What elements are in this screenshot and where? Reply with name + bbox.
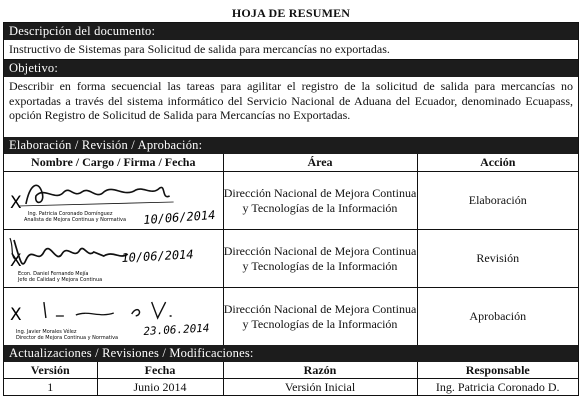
signer-role: Jefe de Calidad y Mejora Continua xyxy=(17,276,103,283)
column-header-version: Versión xyxy=(4,362,97,379)
handwritten-signature-image xyxy=(4,288,223,345)
reason-cell: Versión Inicial xyxy=(223,379,417,396)
objective-section-header: Objetivo: xyxy=(4,60,578,77)
page-title: HOJA DE RESUMEN xyxy=(231,6,351,20)
signature-date: 10/06/2014 xyxy=(121,247,194,265)
column-header-name: Nombre / Cargo / Firma / Fecha xyxy=(4,154,223,172)
signature-cell xyxy=(4,230,223,288)
history-header-row xyxy=(4,362,578,379)
column-header-reason: Razón xyxy=(223,362,417,379)
approvals-header-row xyxy=(4,154,578,172)
column-header-date: Fecha xyxy=(97,362,223,379)
approval-row-aprobacion xyxy=(4,288,578,346)
history-section-header: Actualizaciones / Revisiones / Modificaciones: xyxy=(4,345,578,362)
responsible-cell: Ing. Patricia Coronado D. xyxy=(417,379,578,396)
signature-cell xyxy=(4,172,223,230)
version-cell: 1 xyxy=(4,379,97,396)
signer-role: Analista de Mejora Continua y Normativa xyxy=(23,216,127,223)
objective-text: Describir en forma secuencial las tareas para agilitar el registro de la solicitud de salida para mercancías no exportadas a través del sistema informático del Servicio Nacional de Aduana del Ecuador, denominado Ecuapass, opción Registro de Solicitud de Salida para Mercancías no Exportadas. xyxy=(9,79,573,122)
summary-sheet xyxy=(3,22,579,396)
history-table xyxy=(4,362,578,395)
column-header-area: Área xyxy=(223,154,417,172)
signer-name: Econ. Daniel Fernando Mejía xyxy=(17,270,89,277)
area-cell: Dirección Nacional de Mejora Continua y Tecnologías de la Información xyxy=(223,172,417,230)
action-cell: Elaboración xyxy=(417,172,578,230)
signer-name: Ing. Javier Morales Vélez xyxy=(15,328,77,335)
handwritten-signature-image xyxy=(4,230,223,287)
date-cell: Junio 2014 xyxy=(97,379,223,396)
signature-mark: X xyxy=(9,303,22,324)
area-cell: Dirección Nacional de Mejora Continua y Tecnologías de la Información xyxy=(223,230,417,288)
signature-mark: X xyxy=(9,191,22,212)
approval-row-elaboracion xyxy=(4,172,578,230)
column-header-responsible: Responsable xyxy=(417,362,578,379)
approval-row-revision xyxy=(4,230,578,288)
action-cell: Revisión xyxy=(417,230,578,288)
document-section-header: Descripción del documento: xyxy=(4,23,578,40)
area-cell: Dirección Nacional de Mejora Continua y Tecnologías de la Información xyxy=(223,288,417,346)
handwritten-signature-image xyxy=(4,172,223,229)
signature-date: 10/06/2014 xyxy=(142,207,216,227)
action-cell: Aprobación xyxy=(417,288,578,346)
approvals-section-header: Elaboración / Revisión / Aprobación: xyxy=(4,137,578,154)
signature-cell xyxy=(4,288,223,346)
approvals-table xyxy=(4,154,578,345)
signature-date: 23.06.2014 xyxy=(143,321,210,338)
column-header-action: Acción xyxy=(417,154,578,172)
document-name: Instructivo de Sistemas para Solicitud de salida para mercancías no exportadas. xyxy=(4,40,578,60)
history-row xyxy=(4,379,578,396)
signature-mark: X xyxy=(9,249,22,270)
signer-name: Ing. Patricia Coronado Domínguez xyxy=(27,210,113,217)
signer-role: Director de Mejora Continua y Normativa xyxy=(15,334,119,341)
